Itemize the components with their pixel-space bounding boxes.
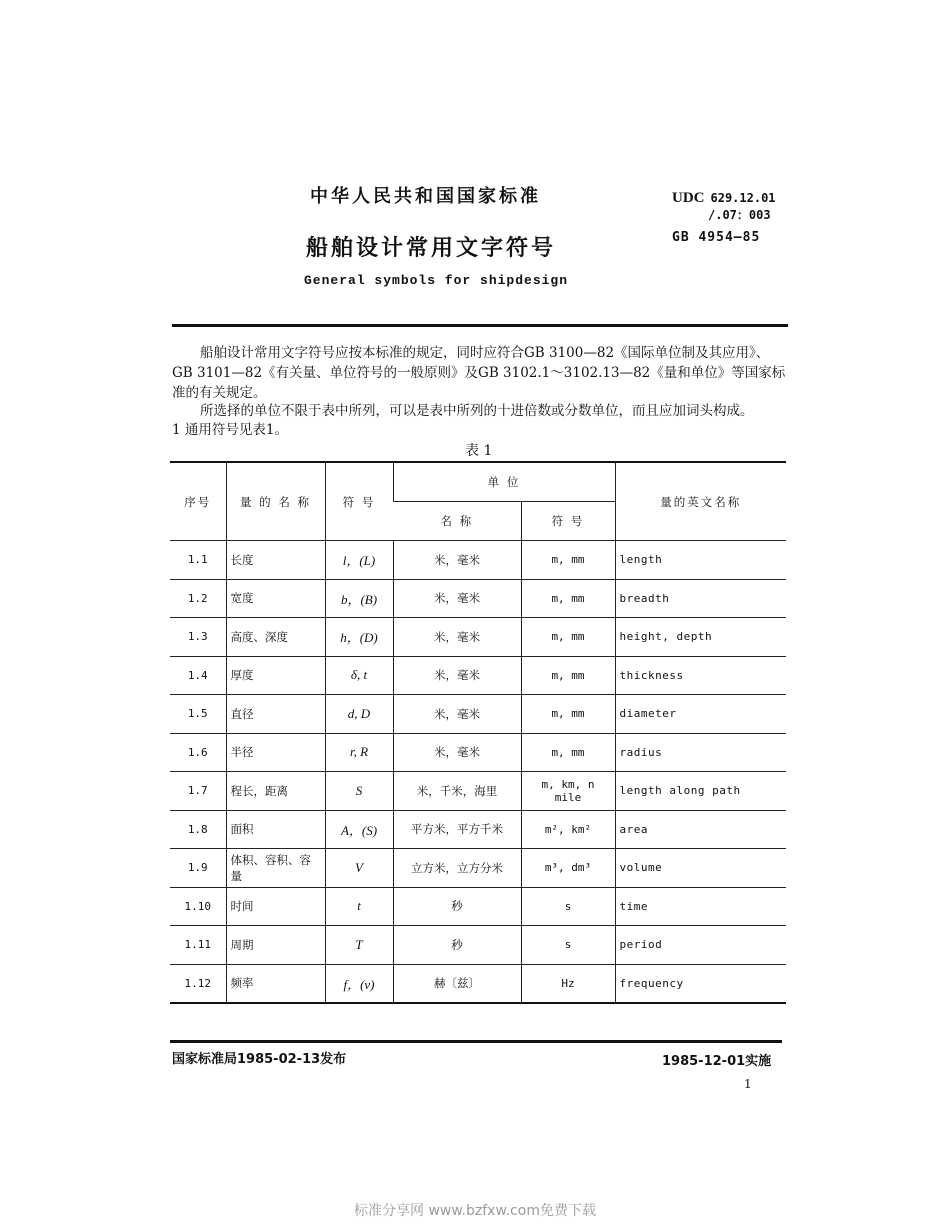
- quantity-name: 体积、容积、容量: [226, 849, 325, 888]
- header-symbol: 符 号: [325, 462, 393, 541]
- table-caption: 表 1: [465, 443, 493, 459]
- page-number: 1: [744, 1077, 752, 1091]
- unit-name: 秒: [393, 926, 521, 965]
- table-row: [170, 849, 786, 888]
- quantity-symbol: S: [325, 772, 393, 811]
- quantity-name: 面积: [226, 810, 325, 849]
- unit-symbol: s: [521, 887, 615, 926]
- english-name: volume: [615, 849, 786, 888]
- english-name: length along path: [615, 772, 786, 811]
- header-unit-name: 名 称: [393, 502, 521, 541]
- unit-name: 米，毫米: [393, 695, 521, 734]
- quantity-symbol: t: [325, 887, 393, 926]
- quantity-symbol: T: [325, 926, 393, 965]
- quantity-name: 直径: [226, 695, 325, 734]
- quantity-symbol: l，(L): [325, 541, 393, 580]
- unit-name: 秒: [393, 887, 521, 926]
- row-number: 1.4: [170, 656, 226, 695]
- english-name: area: [615, 810, 786, 849]
- quantity-symbol: d, D: [325, 695, 393, 734]
- unit-symbol: m, km, n mile: [521, 772, 615, 811]
- unit-name: 米，毫米: [393, 656, 521, 695]
- intro-paragraph-2: 所选择的单位不限于表中所列，可以是表中所列的十进倍数或分数单位，而且应加词头构成。: [200, 403, 754, 419]
- table-row: [170, 887, 786, 926]
- udc-line: [672, 190, 776, 207]
- standard-title-cn: 船舶设计常用文字符号: [306, 236, 557, 261]
- unit-symbol: m, mm: [521, 541, 615, 580]
- english-name: frequency: [615, 964, 786, 1003]
- standard-title-en: General symbols for shipdesign: [304, 273, 569, 288]
- unit-name: 米，毫米: [393, 541, 521, 580]
- quantity-symbol: δ, t: [325, 656, 393, 695]
- english-name: breadth: [615, 579, 786, 618]
- gb-number: GB 4954—85: [672, 230, 761, 245]
- unit-name: 赫〔兹〕: [393, 964, 521, 1003]
- unit-symbol: m, mm: [521, 656, 615, 695]
- quantity-name: 高度、深度: [226, 618, 325, 657]
- unit-name: 米，毫米: [393, 579, 521, 618]
- unit-name: 米，千米，海里: [393, 772, 521, 811]
- header-quantity: 量 的 名 称: [226, 462, 325, 541]
- unit-symbol: m³, dm³: [521, 849, 615, 888]
- quantity-name: 周期: [226, 926, 325, 965]
- unit-name: 平方米，平方千米: [393, 810, 521, 849]
- unit-symbol: s: [521, 926, 615, 965]
- implementation-date: 1985-12-01实施: [662, 1054, 772, 1069]
- table-row: [170, 964, 786, 1003]
- quantity-symbol: h，(D): [325, 618, 393, 657]
- header-rule: [172, 324, 788, 327]
- udc-label: UDC: [672, 190, 705, 206]
- english-name: height, depth: [615, 618, 786, 657]
- quantity-name: 时间: [226, 887, 325, 926]
- standard-org-heading: 中华人民共和国国家标准: [310, 186, 541, 207]
- header-english: 量的英文名称: [615, 462, 786, 541]
- unit-symbol: Hz: [521, 964, 615, 1003]
- table-row: [170, 541, 786, 580]
- quantity-name: 频率: [226, 964, 325, 1003]
- unit-symbol: m, mm: [521, 579, 615, 618]
- table-row: [170, 810, 786, 849]
- row-number: 1.5: [170, 695, 226, 734]
- english-name: thickness: [615, 656, 786, 695]
- unit-name: 米，毫米: [393, 733, 521, 772]
- udc-code-1: 629.12.01: [710, 191, 776, 205]
- unit-symbol: m, mm: [521, 695, 615, 734]
- header-unit: 单 位: [393, 462, 615, 502]
- header-no: 序号: [170, 462, 226, 541]
- row-number: 1.11: [170, 926, 226, 965]
- row-number: 1.6: [170, 733, 226, 772]
- unit-symbol: m, mm: [521, 618, 615, 657]
- footer-rule: [170, 1040, 782, 1043]
- table-row: [170, 579, 786, 618]
- table-row: [170, 733, 786, 772]
- section-1-text: 1 通用符号见表1。: [172, 422, 288, 438]
- quantity-symbol: A，(S): [325, 810, 393, 849]
- intro-paragraph-1: 船舶设计常用文字符号应按本标准的规定，同时应符合GB 3100—82《国际单位制及其应用》、GB 3101—82《有关量、单位符号的一般原则》及GB 3102.1～3102.13—82《量和单位》等国家标准的有关规定。: [172, 345, 786, 401]
- symbols-table: [170, 461, 786, 1004]
- unit-name: 立方米，立方分米: [393, 849, 521, 888]
- english-name: time: [615, 887, 786, 926]
- row-number: 1.12: [170, 964, 226, 1003]
- table-row: [170, 618, 786, 657]
- issue-date: 国家标准局1985-02-13发布: [172, 1052, 347, 1067]
- row-number: 1.2: [170, 579, 226, 618]
- quantity-name: 宽度: [226, 579, 325, 618]
- watermark-text: 标准分享网 www.bzfxw.com免费下载: [354, 1203, 596, 1219]
- row-number: 1.7: [170, 772, 226, 811]
- unit-name: 米，毫米: [393, 618, 521, 657]
- quantity-name: 厚度: [226, 656, 325, 695]
- row-number: 1.9: [170, 849, 226, 888]
- english-name: diameter: [615, 695, 786, 734]
- row-number: 1.3: [170, 618, 226, 657]
- table-row: [170, 695, 786, 734]
- quantity-symbol: V: [325, 849, 393, 888]
- row-number: 1.10: [170, 887, 226, 926]
- quantity-symbol: b，(B): [325, 579, 393, 618]
- row-number: 1.8: [170, 810, 226, 849]
- header-unit-symbol: 符 号: [521, 502, 615, 541]
- quantity-symbol: r, R: [325, 733, 393, 772]
- quantity-name: 长度: [226, 541, 325, 580]
- unit-symbol: m, mm: [521, 733, 615, 772]
- quantity-symbol: f，(ν): [325, 964, 393, 1003]
- udc-code-2: /.07：003: [708, 208, 771, 222]
- row-number: 1.1: [170, 541, 226, 580]
- table-row: [170, 656, 786, 695]
- quantity-name: 半径: [226, 733, 325, 772]
- table-row: [170, 926, 786, 965]
- english-name: length: [615, 541, 786, 580]
- table-row: [170, 772, 786, 811]
- english-name: period: [615, 926, 786, 965]
- english-name: radius: [615, 733, 786, 772]
- quantity-name: 程长，距离: [226, 772, 325, 811]
- unit-symbol: m², km²: [521, 810, 615, 849]
